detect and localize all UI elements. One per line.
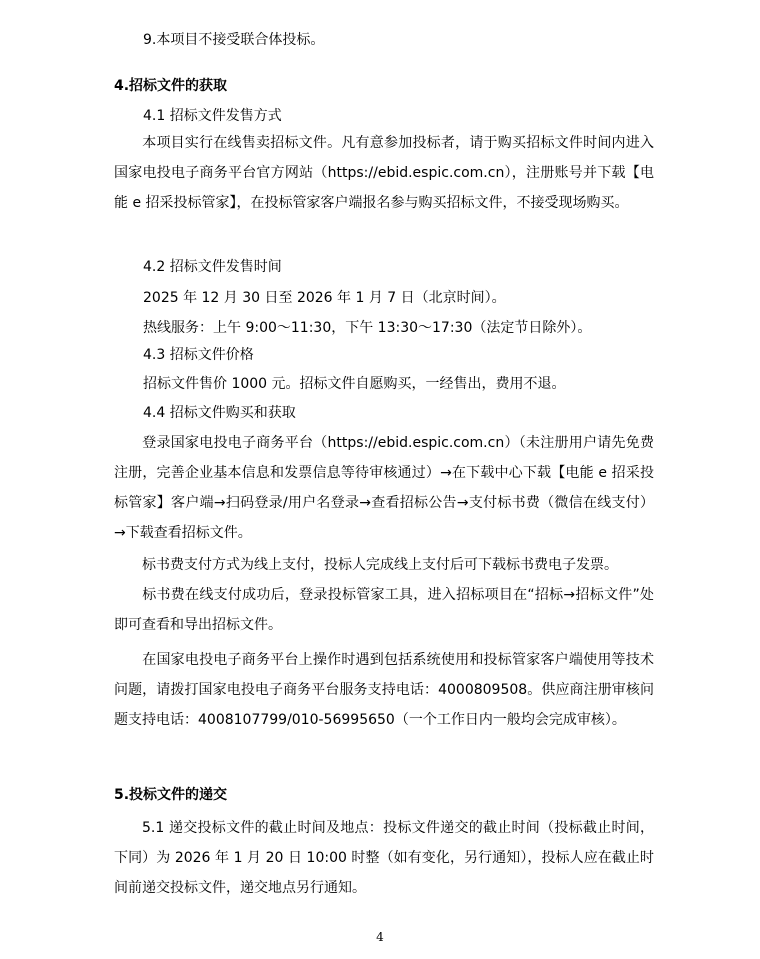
section-4-4-body-1	[114, 428, 654, 548]
section-4-4-text-3: 标书费在线支付成功后，登录投标管家工具，进入招标项目在“招标→招标文件”处即可查看和导出招标文件。	[114, 587, 654, 633]
section-4-4-title: 4.4 招标文件购买和获取	[143, 405, 296, 421]
section-4-heading: 4.招标文件的获取	[114, 78, 228, 94]
item-9: 9.本项目不接受联合体投标。	[143, 32, 325, 48]
section-4-1-text: 本项目实行在线售卖招标文件。凡有意参加投标者，请于购买招标文件时间内进入国家电投电子商务平台官方网站（https://ebid.espic.com.cn），注册账号并下载【电能 e 招采投标管家】，在投标管家客户端报名参与购买招标文件，不接受现场购买。	[114, 135, 654, 211]
section-5-1-text: 5.1 递交投标文件的截止时间及地点：投标文件递交的截止时间（投标截止时间，下同）为 2026 年 1 月 20 日 10:00 时整（如有变化，另行通知），投标人应在截止时间前递交投标文件，递交地点另行通知。	[114, 820, 654, 896]
section-4-3-title: 4.3 招标文件价格	[143, 347, 254, 363]
section-4-4-body-4	[114, 645, 654, 735]
section-4-2-title: 4.2 招标文件发售时间	[143, 259, 282, 275]
page-number: 4	[376, 930, 384, 944]
section-5-heading: 5.投标文件的递交	[114, 787, 228, 803]
section-4-4-body-2	[114, 550, 654, 580]
section-4-1-body	[114, 128, 654, 218]
section-4-4-body-3	[114, 580, 654, 640]
section-4-4-text-4: 在国家电投电子商务平台上操作时遇到包括系统使用和投标管家客户端使用等技术问题，请拨打国家电投电子商务平台服务支持电话：4000809508。供应商注册审核问题支持电话：4008107799/010-56995650（一个工作日内一般均会完成审核）。	[114, 652, 654, 728]
section-4-3-price: 招标文件售价 1000 元。招标文件自愿购买，一经售出，费用不退。	[143, 376, 566, 392]
section-4-1-title: 4.1 招标文件发售方式	[143, 108, 282, 124]
section-5-1-body	[114, 813, 654, 903]
section-4-4-text-1: 登录国家电投电子商务平台（https://ebid.espic.com.cn）（未注册用户请先免费注册，完善企业基本信息和发票信息等待审核通过）→在下载中心下载【电能 e 招采投标管家】客户端→扫码登录/用户名登录→查看招标公告→支付标书费（微信在线支付）→下载查看招标文件。	[114, 435, 654, 541]
section-4-2-dates: 2025 年 12 月 30 日至 2026 年 1 月 7 日（北京时间）。	[143, 290, 506, 306]
section-4-4-text-2: 标书费支付方式为线上支付，投标人完成线上支付后可下载标书费电子发票。	[142, 557, 618, 573]
section-4-2-hotline: 热线服务：上午 9:00～11:30，下午 13:30～17:30（法定节日除外）。	[143, 320, 592, 336]
